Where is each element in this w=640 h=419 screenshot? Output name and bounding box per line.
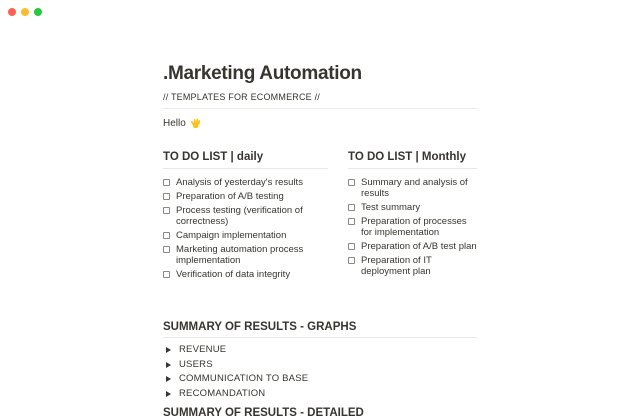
divider — [163, 168, 328, 169]
todo-monthly-heading[interactable]: TO DO LIST | Monthly — [348, 151, 466, 163]
divider — [163, 108, 477, 109]
minimize-button[interactable] — [21, 8, 29, 16]
todo-item[interactable] — [163, 267, 328, 281]
triangle-right-icon[interactable] — [166, 376, 171, 382]
checkbox-unchecked-icon[interactable] — [348, 243, 355, 250]
checkbox-unchecked-icon[interactable] — [348, 257, 355, 264]
summary-graphs-toggle-list — [163, 343, 477, 401]
checkbox-unchecked-icon[interactable] — [348, 218, 355, 225]
checkbox-unchecked-icon[interactable] — [348, 179, 355, 186]
checkbox-unchecked-icon[interactable] — [163, 193, 170, 200]
section-summary-detailed — [163, 408, 477, 419]
todo-column-daily — [163, 151, 328, 281]
checkbox-unchecked-icon[interactable] — [163, 179, 170, 186]
divider — [348, 168, 477, 169]
todo-item[interactable] — [348, 175, 477, 200]
todo-item-label: Preparation of A/B testing — [176, 190, 284, 202]
todo-item[interactable] — [348, 214, 477, 239]
todo-item[interactable] — [163, 242, 328, 267]
todo-item-label: Verification of data integrity — [176, 268, 291, 280]
section-summary-graphs — [163, 322, 477, 401]
close-button[interactable] — [8, 8, 16, 16]
todo-item-label: Marketing automation process implementation — [176, 243, 304, 266]
triangle-right-icon[interactable] — [166, 347, 171, 353]
page-content — [163, 0, 477, 419]
todo-daily-list — [163, 175, 328, 281]
toggle-item[interactable] — [163, 343, 477, 358]
todo-item-label: Analysis of yesterday's results — [176, 176, 303, 188]
todo-item[interactable] — [348, 200, 477, 214]
todo-item-label: Summary and analysis of results — [361, 176, 468, 199]
triangle-right-icon[interactable] — [166, 391, 171, 397]
todo-item[interactable] — [163, 189, 328, 203]
checkbox-unchecked-icon[interactable] — [163, 207, 170, 214]
toggle-item[interactable] — [163, 358, 477, 373]
todo-daily-heading[interactable]: TO DO LIST | daily — [163, 151, 264, 163]
checkbox-unchecked-icon[interactable] — [163, 271, 170, 278]
triangle-right-icon[interactable] — [166, 362, 171, 368]
todo-column-monthly — [348, 151, 477, 281]
summary-graphs-heading[interactable]: SUMMARY OF RESULTS - GRAPHS — [163, 321, 357, 333]
checkbox-unchecked-icon[interactable] — [163, 246, 170, 253]
toggle-item-label: REVENUE — [179, 344, 227, 355]
todo-item-label: Test summary — [361, 201, 421, 213]
toggle-item[interactable] — [163, 387, 477, 402]
zoom-button[interactable] — [34, 8, 42, 16]
checkbox-unchecked-icon[interactable] — [163, 232, 170, 239]
waving-hand-icon — [190, 118, 201, 129]
divider — [163, 337, 477, 338]
summary-detailed-heading[interactable]: SUMMARY OF RESULTS - DETAILED — [163, 407, 364, 419]
toggle-item-label: RECOMANDATION — [179, 387, 266, 399]
todo-item[interactable] — [348, 253, 477, 278]
todo-item-label: Preparation of A/B test plan — [361, 240, 477, 252]
greeting-text: Hello — [163, 118, 186, 129]
toggle-item-label: USERS — [179, 358, 213, 370]
todo-item-label: Process testing (verification of correctness) — [176, 204, 303, 227]
page-subtitle[interactable]: // TEMPLATES FOR ECOMMERCE // — [163, 92, 320, 102]
todo-item-label: Campaign implementation — [176, 229, 287, 241]
page-title[interactable]: .Marketing Automation — [163, 63, 362, 84]
todo-monthly-list — [348, 175, 477, 278]
todo-item-label: Preparation of IT deployment plan — [361, 254, 432, 277]
checkbox-unchecked-icon[interactable] — [348, 204, 355, 211]
toggle-item[interactable] — [163, 372, 477, 387]
greeting-line[interactable] — [163, 118, 477, 129]
todo-item[interactable] — [163, 228, 328, 242]
todo-columns — [163, 151, 477, 281]
todo-item[interactable] — [163, 175, 328, 189]
todo-item[interactable] — [348, 239, 477, 253]
toggle-item-label: COMMUNICATION TO BASE — [179, 373, 309, 384]
todo-item-label: Preparation of processes for implementation — [361, 215, 467, 238]
todo-item[interactable] — [163, 203, 328, 228]
